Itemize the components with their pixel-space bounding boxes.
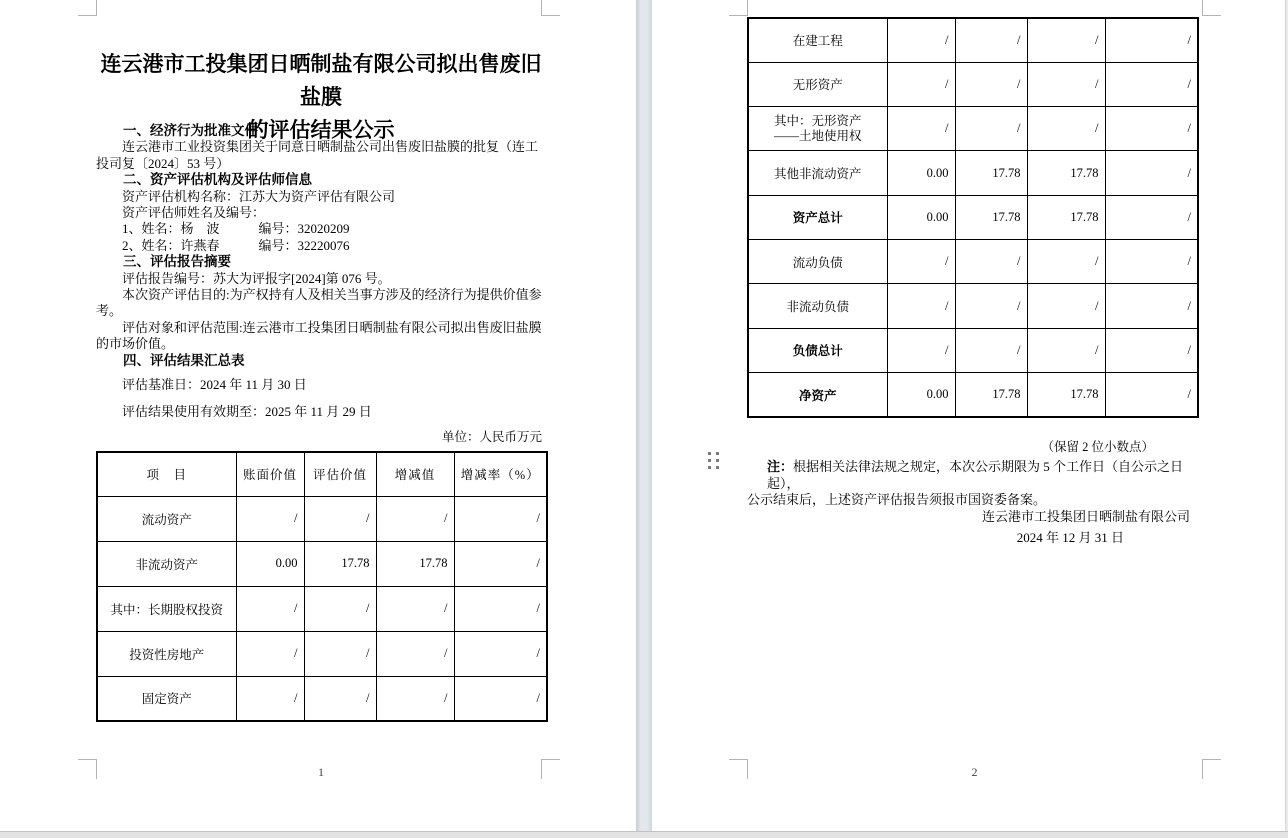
- table-value-cell: /: [955, 18, 1027, 62]
- summary-table-page2-container: [747, 17, 1199, 418]
- table-row: [97, 631, 547, 676]
- table-item-label-cell: 净资产: [748, 373, 887, 417]
- document-page-2: [652, 0, 1286, 831]
- signature-date: 2024 年 12 月 31 日: [1016, 530, 1124, 545]
- page-number-1: 1: [318, 765, 324, 779]
- table-item-label-cell: 流动资产: [97, 496, 236, 541]
- table-item-label-cell: 负债总计: [748, 328, 887, 372]
- section-4-heading: 四、评估结果汇总表: [123, 352, 245, 368]
- signature-company: 连云港市工投集团日晒制盐有限公司: [981, 509, 1190, 524]
- table-value-cell: /: [1105, 151, 1198, 195]
- table-value-cell: /: [1027, 328, 1105, 372]
- table-value-cell: /: [887, 18, 955, 62]
- table-header-cell: 项 目: [97, 452, 236, 496]
- table-row: [97, 586, 547, 631]
- table-row: [748, 18, 1198, 62]
- table-item-label-cell: 在建工程: [748, 18, 887, 62]
- table-unit-label: 单位：人民币万元: [441, 430, 542, 444]
- table-value-cell: 17.78: [955, 373, 1027, 417]
- table-value-cell: /: [955, 62, 1027, 106]
- note-paragraph: [747, 459, 1205, 509]
- table-value-cell: 0.00: [887, 373, 955, 417]
- table-value-cell: /: [304, 631, 376, 676]
- validity-date-line: 评估结果使用有效期至：2025 年 11 月 29 日: [122, 403, 372, 419]
- table-row: [748, 328, 1198, 372]
- table-value-cell: 17.78: [304, 541, 376, 586]
- table-value-cell: /: [1027, 18, 1105, 62]
- note-line-1-text: 根据相关法律法规之规定，本次公示期限为 5 个工作日（自公示之日起），: [767, 459, 1184, 491]
- table-value-cell: /: [1105, 195, 1198, 239]
- table-value-cell: /: [454, 496, 547, 541]
- table-value-cell: /: [236, 496, 304, 541]
- table-value-cell: /: [1105, 18, 1198, 62]
- section-2-heading: 二、资产评估机构及评估师信息: [123, 172, 312, 188]
- document-title-line1: 连云港市工投集团日晒制盐有限公司拟出售废旧盐膜: [100, 52, 542, 109]
- table-value-cell: /: [887, 107, 955, 151]
- purpose-paragraph: 本次资产评估目的:为产权持有人及相关当事方涉及的经济行为提供价值参考。: [96, 287, 542, 319]
- base-date-line: 评估基准日：2024 年 11 月 30 日: [122, 377, 307, 393]
- scope-paragraph: 评估对象和评估范围:连云港市工投集团日晒制盐有限公司拟出售废旧盐膜的市场价值。: [96, 319, 542, 352]
- appraiser-2-line: 2、姓名：许燕春 编号：32220076: [122, 237, 350, 253]
- margin-mark-top-right-icon: [1202, 0, 1221, 16]
- margin-mark-top-left-icon: [729, 0, 748, 16]
- table-item-label-cell: 投资性房地产: [97, 631, 236, 676]
- table-item-label-cell: 非流动资产: [97, 541, 236, 586]
- report-number-line: 评估报告编号：苏大为评报字[2024]第 076 号。: [122, 270, 391, 286]
- table-value-cell: /: [1027, 240, 1105, 284]
- appraiser-1-line: 1、姓名：杨 波 编号：32020209: [122, 221, 350, 237]
- table-item-label-cell: 无形资产: [748, 62, 887, 106]
- table-value-cell: 17.78: [955, 195, 1027, 239]
- table-value-cell: /: [1105, 240, 1198, 284]
- table-value-cell: 17.78: [955, 151, 1027, 195]
- table-value-cell: 0.00: [236, 541, 304, 586]
- table-value-cell: /: [376, 676, 454, 721]
- summary-table-page1-container: [96, 451, 548, 722]
- table-value-cell: /: [236, 676, 304, 721]
- table-header-cell: 评估价值: [304, 452, 376, 496]
- summary-table-page1: [96, 451, 548, 722]
- appraiser-org-line: 资产评估机构名称：江苏大为资产评估有限公司: [122, 188, 396, 204]
- document-body: [96, 123, 546, 422]
- note-label: 注：: [767, 459, 794, 474]
- table-value-cell: /: [1027, 62, 1105, 106]
- table-item-label-cell: 非流动负债: [748, 284, 887, 328]
- page-gap: [636, 0, 652, 837]
- table-value-cell: /: [1105, 284, 1198, 328]
- table-value-cell: /: [454, 631, 547, 676]
- table-item-label-cell: 其他非流动资产: [748, 151, 887, 195]
- summary-table-page2: [747, 17, 1199, 418]
- table-value-cell: 17.78: [376, 541, 454, 586]
- table-header-row: [97, 452, 547, 496]
- table-value-cell: 17.78: [1027, 151, 1105, 195]
- table-row: [748, 62, 1198, 106]
- table-item-label-cell: 流动负债: [748, 240, 887, 284]
- table-value-cell: /: [304, 586, 376, 631]
- table-value-cell: /: [304, 676, 376, 721]
- table-drag-handle-icon[interactable]: [708, 452, 720, 470]
- document-page-1: [0, 0, 637, 831]
- table-value-cell: /: [1105, 62, 1198, 106]
- table-value-cell: 17.78: [1027, 373, 1105, 417]
- table-value-cell: /: [887, 328, 955, 372]
- table-row: [748, 373, 1198, 417]
- margin-mark-bottom-left-icon: [78, 759, 97, 779]
- table-item-label-cell: 其中：无形资产 ——土地使用权: [748, 107, 887, 151]
- margin-mark-top-right-icon: [541, 0, 560, 16]
- table-value-cell: /: [1105, 373, 1198, 417]
- appraiser-names-label: 资产评估师姓名及编号：: [122, 205, 266, 221]
- table-row: [748, 107, 1198, 151]
- table-value-cell: /: [1027, 284, 1105, 328]
- section-1-heading: 一、经济行为批准文件: [123, 123, 258, 138]
- table-item-label-cell: 其中：长期股权投资: [97, 586, 236, 631]
- table-value-cell: /: [454, 676, 547, 721]
- table-row: [748, 240, 1198, 284]
- table-value-cell: /: [887, 240, 955, 284]
- note-line-2: 公示结束后，上述资产评估报告须报市国资委备案。: [747, 492, 1047, 507]
- section-3-heading: 三、评估报告摘要: [123, 254, 231, 270]
- table-row: [748, 151, 1198, 195]
- table-row: [97, 541, 547, 586]
- note-line-1: [747, 459, 1205, 492]
- document-title-line2: 的评估结果公示: [247, 118, 395, 142]
- table-value-cell: /: [1105, 107, 1198, 151]
- decimal-note: （保留 2 位小数点）: [1041, 440, 1154, 454]
- table-value-cell: /: [454, 541, 547, 586]
- table-value-cell: /: [236, 586, 304, 631]
- table-value-cell: /: [376, 631, 454, 676]
- table-value-cell: /: [955, 107, 1027, 151]
- table-value-cell: /: [1027, 107, 1105, 151]
- table-value-cell: /: [376, 496, 454, 541]
- table-value-cell: /: [955, 240, 1027, 284]
- table-value-cell: 0.00: [887, 195, 955, 239]
- table-item-label-cell: 固定资产: [97, 676, 236, 721]
- table-value-cell: /: [955, 284, 1027, 328]
- table-value-cell: /: [955, 328, 1027, 372]
- table-value-cell: /: [1105, 328, 1198, 372]
- table-row: [97, 496, 547, 541]
- table-value-cell: /: [887, 284, 955, 328]
- section-1-paragraph: 连云港市工业投资集团关于同意日晒制盐公司出售废旧盐膜的批复（连工投司复〔2024〕53 号）: [96, 139, 539, 171]
- page-number-2: 2: [971, 765, 978, 779]
- table-value-cell: /: [887, 62, 955, 106]
- table-header-cell: 增减率（%）: [454, 452, 547, 496]
- margin-mark-bottom-left-icon: [729, 759, 748, 779]
- table-value-cell: /: [376, 586, 454, 631]
- table-header-cell: 增减值: [376, 452, 454, 496]
- table-value-cell: /: [304, 496, 376, 541]
- table-header-cell: 账面价值: [236, 452, 304, 496]
- table-value-cell: /: [236, 631, 304, 676]
- table-value-cell: 0.00: [887, 151, 955, 195]
- table-row: [748, 284, 1198, 328]
- table-row: [97, 676, 547, 721]
- margin-mark-top-left-icon: [78, 0, 97, 16]
- table-value-cell: /: [454, 586, 547, 631]
- table-item-label-cell: 资产总计: [748, 195, 887, 239]
- table-row: [748, 195, 1198, 239]
- table-value-cell: 17.78: [1027, 195, 1105, 239]
- margin-mark-bottom-right-icon: [1202, 759, 1221, 779]
